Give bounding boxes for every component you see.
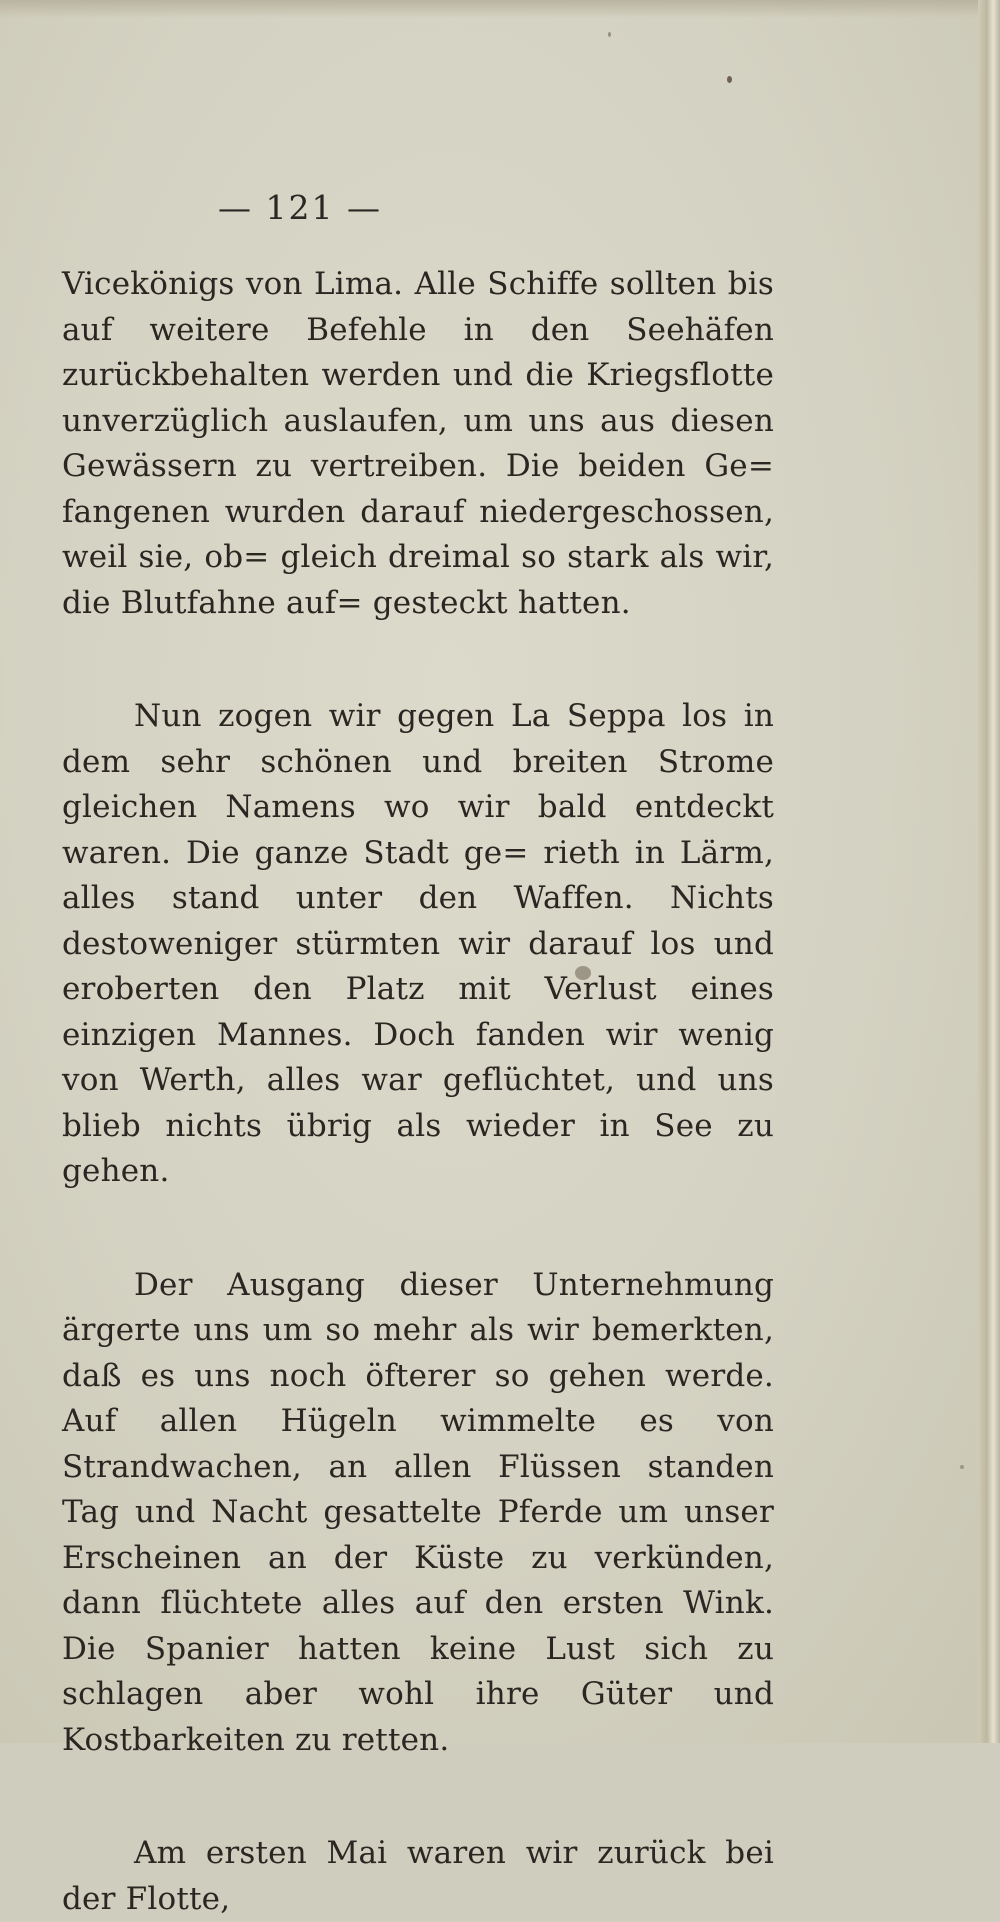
paragraph-2 xyxy=(62,694,774,1195)
text-line: Der Ausgang dieser Unternehmung ärgerte uns xyxy=(62,1266,774,1348)
text-line: fangenen wurden darauf niedergeschossen, weil sie, ob= xyxy=(62,493,774,575)
ink-speck xyxy=(960,1465,964,1469)
text-line: wo wir bald entdeckt waren. Die ganze Stadt ge= xyxy=(62,789,775,871)
text-line: retten. xyxy=(341,1721,450,1758)
paragraph-gap xyxy=(62,1763,774,1831)
text-line: und Nacht gesattelte Pferde um unser Erscheinen an xyxy=(62,1494,774,1576)
text-line: Am ersten Mai waren wir zurück bei der Flotte, xyxy=(62,1835,774,1917)
text-line: Nun zogen wir gegen La Seppa los in dem xyxy=(62,698,774,780)
page-binding-edge xyxy=(978,0,1000,1743)
text-line: sehr schönen und breiten Strome gleichen Namens xyxy=(62,743,774,825)
text-line: fanden wir wenig von Werth, alles war geflüchtet, xyxy=(62,1016,774,1098)
text-line: der Küste zu verkünden, dann flüchtete alles auf den xyxy=(62,1539,774,1621)
page-number: — 121 — xyxy=(218,188,382,227)
text-line: gehen. xyxy=(62,1153,170,1189)
text-line: und uns blieb nichts übrig als wieder in See zu xyxy=(62,1062,774,1144)
paragraph-4 xyxy=(62,1831,774,1922)
text-line: gesteckt hatten. xyxy=(372,584,631,621)
paragraph-1 xyxy=(62,262,774,626)
paragraph-3 xyxy=(62,1263,774,1764)
paragraph-gap xyxy=(62,626,774,694)
paragraph-gap xyxy=(62,1195,774,1263)
page-top-edge xyxy=(0,0,1000,18)
text-line: ersten Wink. Die Spanier hatten keine Lust sich zu xyxy=(62,1585,774,1667)
text-line: um so mehr als wir bemerkten, daß es uns noch xyxy=(62,1312,775,1394)
text-line: destoweniger stürmten wir darauf los und eroberten xyxy=(62,925,774,1007)
text-line: den Platz mit Verlust eines einzigen Mannes. Doch xyxy=(62,971,774,1053)
text-line: aus diesen Gewässern zu vertreiben. Die beiden Ge= xyxy=(62,402,774,484)
text-line: Vicekönigs von Lima. Alle Schiffe sollten bis auf xyxy=(62,266,774,348)
text-line: es von Strandwachen, an allen Flüssen standen Tag xyxy=(62,1403,774,1530)
text-line: gleich dreimal so stark als wir, die Blutfahne auf= xyxy=(62,539,774,621)
text-line: rieth in Lärm, alles stand unter den Waffen. Nichts xyxy=(62,834,775,916)
text-line: schlagen aber wohl ihre Güter und Kostbarkeiten zu xyxy=(62,1676,774,1758)
text-line: weitere Befehle in den Seehäfen zurückbehalten werden xyxy=(62,311,774,393)
ink-speck xyxy=(727,76,732,83)
body-text xyxy=(62,262,774,1922)
text-line: öfterer so gehen werde. Auf allen Hügeln wimmelte xyxy=(62,1357,774,1439)
text-line: und die Kriegsflotte unverzüglich auslaufen, um uns xyxy=(62,357,774,439)
ink-speck xyxy=(608,32,611,37)
